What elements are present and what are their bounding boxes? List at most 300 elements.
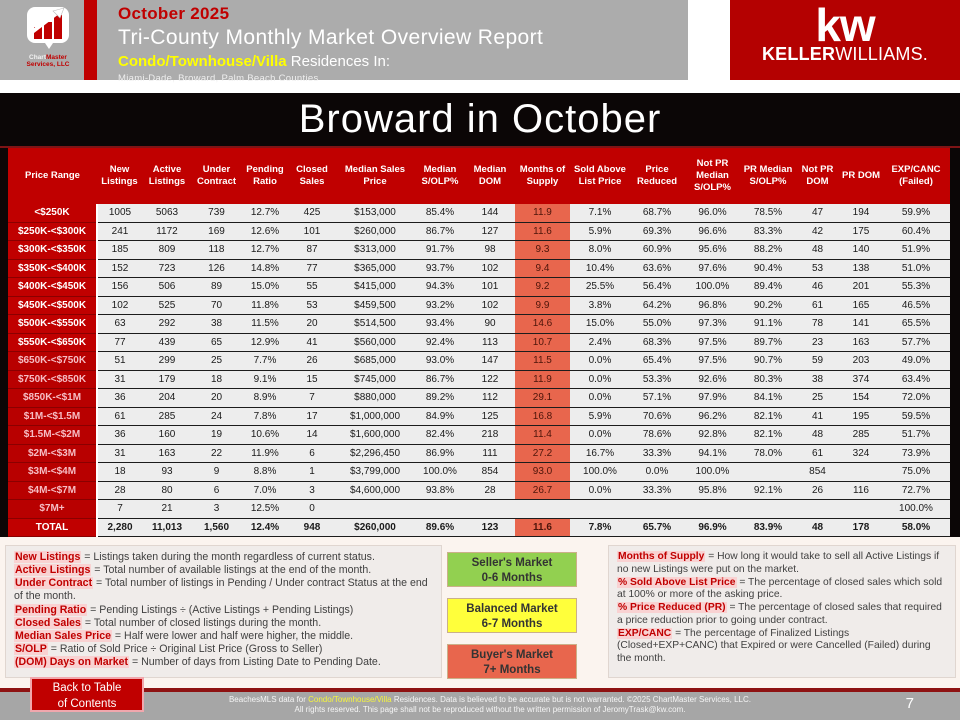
price-range-cell: $400K-<$450K (8, 278, 97, 297)
data-cell: 122 (465, 370, 515, 389)
price-range-cell: $350K-<$400K (8, 259, 97, 278)
data-cell: $4,600,000 (335, 481, 415, 500)
data-cell: 12.4% (241, 518, 289, 537)
data-cell: 65.5% (882, 315, 950, 334)
data-cell: 90 (465, 315, 515, 334)
data-cell: 93.0% (415, 352, 465, 371)
report-subtitle: Condo/Townhouse/Villa Residences In: (118, 53, 391, 70)
data-cell: 33.3% (630, 444, 684, 463)
data-cell: 60.4% (882, 222, 950, 241)
data-cell: 3 (192, 500, 241, 519)
data-cell (465, 500, 515, 519)
data-cell: 65.7% (630, 518, 684, 537)
legend-item: EXP/CANC = The percentage of Finalized Listings (Closed+EXP+CANC) that Expired or were Cancelled (Failed) during the month. (617, 627, 931, 665)
data-cell: 7 (289, 389, 335, 408)
data-cell: $313,000 (335, 241, 415, 260)
data-cell (741, 463, 795, 482)
column-header: Not PR DOM (795, 148, 840, 204)
data-cell: 9.4 (515, 259, 570, 278)
kw-monogram: kw (815, 0, 875, 51)
data-cell: 116 (840, 481, 882, 500)
price-range-cell: $7M+ (8, 500, 97, 519)
data-cell: 48 (795, 241, 840, 260)
legend-item: Median Sales Price = Half were lower and half were higher, the middle. (15, 629, 354, 642)
table-row (8, 296, 950, 315)
data-cell: 55 (289, 278, 335, 297)
data-cell: 61 (795, 296, 840, 315)
data-cell: 854 (795, 463, 840, 482)
price-range-cell: $2M-<$3M (8, 444, 97, 463)
data-cell: 22 (192, 444, 241, 463)
data-cell: 11.9% (241, 444, 289, 463)
data-cell: 100.0% (570, 463, 630, 482)
data-cell: 97.9% (684, 389, 741, 408)
column-header: PR Median S/OLP% (741, 148, 795, 204)
price-range-cell: $550K-<$650K (8, 333, 97, 352)
legend-item: Pending Ratio = Pending Listings ÷ (Active Listings + Pending Listings) (15, 603, 354, 616)
data-cell: 24 (192, 407, 241, 426)
column-header: Sold Above List Price (570, 148, 630, 204)
data-cell: 147 (465, 352, 515, 371)
data-cell: $880,000 (335, 389, 415, 408)
column-header: Under Contract (192, 148, 241, 204)
data-cell: 8.0% (570, 241, 630, 260)
data-cell (570, 500, 630, 519)
table-row (8, 204, 950, 222)
data-cell (415, 500, 465, 519)
data-cell: 90.7% (741, 352, 795, 371)
data-cell: 38 (192, 315, 241, 334)
data-cell: 96.2% (684, 407, 741, 426)
data-cell: 15.0% (241, 278, 289, 297)
data-cell: 89 (192, 278, 241, 297)
data-cell: 1005 (97, 204, 142, 222)
data-cell: 6 (192, 481, 241, 500)
data-cell: 9 (192, 463, 241, 482)
data-cell: 241 (97, 222, 142, 241)
data-cell: $745,000 (335, 370, 415, 389)
data-cell: $459,500 (335, 296, 415, 315)
data-cell: 12.6% (241, 222, 289, 241)
data-cell: 2.4% (570, 333, 630, 352)
data-cell: 55.3% (882, 278, 950, 297)
data-cell: 53 (289, 296, 335, 315)
column-header: Median S/OLP% (415, 148, 465, 204)
table-row (8, 241, 950, 260)
data-cell: 68.3% (630, 333, 684, 352)
data-cell: 56.4% (630, 278, 684, 297)
bar-chart-arrow-icon (23, 5, 73, 51)
data-cell: 185 (97, 241, 142, 260)
data-cell: 87 (289, 241, 335, 260)
data-cell: 89.4% (741, 278, 795, 297)
data-cell: 64.2% (630, 296, 684, 315)
data-cell: 49.0% (882, 352, 950, 371)
data-cell: 82.1% (741, 407, 795, 426)
price-range-cell: $650K-<$750K (8, 352, 97, 371)
data-cell: 68.7% (630, 204, 684, 222)
data-cell: 51 (97, 352, 142, 371)
data-cell: 285 (840, 426, 882, 445)
column-header: Median DOM (465, 148, 515, 204)
column-header: PR DOM (840, 148, 882, 204)
data-cell: 48 (795, 518, 840, 537)
page-number: 7 (905, 695, 914, 712)
data-cell: 9.3 (515, 241, 570, 260)
data-cell: 144 (465, 204, 515, 222)
data-cell: 218 (465, 426, 515, 445)
data-cell: 15 (289, 370, 335, 389)
counties-line: Miami-Dade, Broward, Palm Beach Counties (118, 73, 319, 84)
keller-williams-logo (730, 0, 960, 80)
table-row (8, 259, 950, 278)
data-cell: 154 (840, 389, 882, 408)
data-cell: 96.0% (684, 204, 741, 222)
data-cell: 9.9 (515, 296, 570, 315)
data-cell: 948 (289, 518, 335, 537)
data-cell: 0.0% (570, 370, 630, 389)
market-indicator-boxes (447, 552, 577, 679)
data-cell: 72.7% (882, 481, 950, 500)
data-cell: 78.0% (741, 444, 795, 463)
legend-item: Closed Sales = Total number of closed listings during the month. (15, 616, 322, 629)
data-cell: 57.1% (630, 389, 684, 408)
data-cell: 80.3% (741, 370, 795, 389)
data-cell: 165 (840, 296, 882, 315)
data-cell: 47 (795, 204, 840, 222)
data-cell: 194 (840, 204, 882, 222)
data-cell: $365,000 (335, 259, 415, 278)
data-cell: 92.1% (741, 481, 795, 500)
data-cell: 0.0% (570, 389, 630, 408)
data-cell: $2,296,450 (335, 444, 415, 463)
data-cell: 809 (142, 241, 192, 260)
data-cell: 11.5% (241, 315, 289, 334)
data-cell (795, 500, 840, 519)
data-cell: 12.5% (241, 500, 289, 519)
chartmaster-logo-text: ChartMaster Services, LLC (26, 54, 70, 69)
data-cell: $153,000 (335, 204, 415, 222)
data-cell: 93.8% (415, 481, 465, 500)
header-accent-stripe (84, 0, 97, 80)
property-type-highlight: Condo/Townhouse/Villa (118, 53, 287, 70)
data-cell (840, 463, 882, 482)
table-row (8, 278, 950, 297)
data-cell: 31 (97, 444, 142, 463)
data-cell: 20 (192, 389, 241, 408)
data-cell: 18 (97, 463, 142, 482)
disclaimer-property-type: Condo/Townhouse/Villa (308, 695, 392, 704)
kw-wordmark: KELLERWILLIAMS. (761, 44, 929, 64)
data-cell: 85.4% (415, 204, 465, 222)
data-cell: 93.0 (515, 463, 570, 482)
data-cell: 7.8% (241, 407, 289, 426)
data-cell (840, 500, 882, 519)
data-cell: 8.8% (241, 463, 289, 482)
data-cell: 8.9% (241, 389, 289, 408)
data-cell: 10.6% (241, 426, 289, 445)
data-cell: 92.8% (684, 426, 741, 445)
data-cell: 113 (465, 333, 515, 352)
table-row (8, 481, 950, 500)
data-cell: 14.8% (241, 259, 289, 278)
data-cell: 63.6% (630, 259, 684, 278)
data-cell: 17 (289, 407, 335, 426)
price-range-cell: $500K-<$550K (8, 315, 97, 334)
data-cell: 324 (840, 444, 882, 463)
data-cell: 141 (840, 315, 882, 334)
data-cell: 12.7% (241, 241, 289, 260)
back-to-table-of-contents-button[interactable] (30, 677, 144, 712)
data-cell: 95.6% (684, 241, 741, 260)
data-cell: 59.5% (882, 407, 950, 426)
data-cell: 100.0% (684, 463, 741, 482)
data-cell: 12.9% (241, 333, 289, 352)
data-cell: 51.9% (882, 241, 950, 260)
data-cell: 42 (795, 222, 840, 241)
data-cell: 88.2% (741, 241, 795, 260)
data-cell: 90.4% (741, 259, 795, 278)
data-cell: 7.7% (241, 352, 289, 371)
data-cell: 83.9% (741, 518, 795, 537)
data-cell: 26 (289, 352, 335, 371)
legend-item: % Price Reduced (PR) = The percentage of closed sales that required a price reduction prior to going under contract. (617, 602, 942, 626)
data-cell: 6 (289, 444, 335, 463)
data-cell: 78.6% (630, 426, 684, 445)
data-cell: 10.7 (515, 333, 570, 352)
data-cell: 11.5 (515, 352, 570, 371)
data-cell: 19 (192, 426, 241, 445)
data-cell: 65 (192, 333, 241, 352)
data-cell: 112 (465, 389, 515, 408)
table-row (8, 463, 950, 482)
data-cell: 90.2% (741, 296, 795, 315)
data-cell: 0.0% (570, 426, 630, 445)
legend-item: (DOM) Days on Market = Number of days from Listing Date to Pending Date. (15, 656, 381, 668)
data-cell: 36 (97, 426, 142, 445)
data-cell: 156 (97, 278, 142, 297)
legend-item: New Listings = Listings taken during the month regardless of current status. (15, 551, 375, 563)
data-cell: 11,013 (142, 518, 192, 537)
data-cell: 140 (840, 241, 882, 260)
data-cell: 98 (465, 241, 515, 260)
data-cell: 111 (465, 444, 515, 463)
data-cell: 72.0% (882, 389, 950, 408)
data-cell (684, 500, 741, 519)
data-cell: 152 (97, 259, 142, 278)
data-cell: 41 (795, 407, 840, 426)
data-cell: 63 (97, 315, 142, 334)
data-cell (515, 500, 570, 519)
data-cell: 11.4 (515, 426, 570, 445)
column-header: EXP/CANC (Failed) (882, 148, 950, 204)
data-cell: 175 (840, 222, 882, 241)
header-text-block (118, 4, 678, 84)
data-cell: 21 (142, 500, 192, 519)
price-range-cell: $300K-<$350K (8, 241, 97, 260)
table-row (8, 407, 950, 426)
column-header: Active Listings (142, 148, 192, 204)
data-cell: 101 (465, 278, 515, 297)
data-cell: 160 (142, 426, 192, 445)
data-cell: 89.7% (741, 333, 795, 352)
data-cell: 70.6% (630, 407, 684, 426)
data-cell: 163 (840, 333, 882, 352)
data-cell: 73.9% (882, 444, 950, 463)
data-cell: 78 (795, 315, 840, 334)
data-cell: 97.5% (684, 352, 741, 371)
data-cell: 102 (97, 296, 142, 315)
data-cell: 439 (142, 333, 192, 352)
table-row (8, 333, 950, 352)
market-indicator-buyer-s-market: Buyer's Market 7+ Months (447, 644, 577, 679)
table-row (8, 389, 950, 408)
data-cell: 75.0% (882, 463, 950, 482)
data-cell: 7.1% (570, 204, 630, 222)
data-cell: 97.5% (684, 333, 741, 352)
data-cell: 425 (289, 204, 335, 222)
data-cell: 96.6% (684, 222, 741, 241)
column-header: Closed Sales (289, 148, 335, 204)
data-cell: 374 (840, 370, 882, 389)
table-row (8, 444, 950, 463)
data-cell: 63.4% (882, 370, 950, 389)
data-cell: 285 (142, 407, 192, 426)
data-cell: 125 (465, 407, 515, 426)
data-cell: 77 (97, 333, 142, 352)
data-cell (741, 500, 795, 519)
data-cell: 28 (97, 481, 142, 500)
legend-item: Months of Supply = How long it would take to sell all Active Listings if no new Listings were put on the market. (617, 551, 940, 575)
data-cell: 61 (97, 407, 142, 426)
data-cell: 82.1% (741, 426, 795, 445)
data-cell: 91.1% (741, 315, 795, 334)
table-row (8, 370, 950, 389)
data-cell: 25.5% (570, 278, 630, 297)
data-cell: 61 (795, 444, 840, 463)
data-cell: 26 (795, 481, 840, 500)
legend-item: Active Listings = Total number of available listings at the end of the month. (15, 564, 372, 577)
data-cell: 95.8% (684, 481, 741, 500)
data-cell: $3,799,000 (335, 463, 415, 482)
data-cell: 78.5% (741, 204, 795, 222)
market-table (8, 148, 950, 537)
data-cell: 101 (289, 222, 335, 241)
data-cell: 26.7 (515, 481, 570, 500)
data-cell: 102 (465, 259, 515, 278)
data-cell: 94.1% (684, 444, 741, 463)
price-range-cell: <$250K (8, 204, 97, 222)
data-cell: 11.8% (241, 296, 289, 315)
data-cell: 25 (795, 389, 840, 408)
data-cell: 60.9% (630, 241, 684, 260)
table-header (8, 148, 950, 204)
data-cell: 29.1 (515, 389, 570, 408)
data-cell: 16.8 (515, 407, 570, 426)
data-cell: 1172 (142, 222, 192, 241)
data-cell: 23 (795, 333, 840, 352)
column-header: Price Range (8, 148, 97, 204)
price-range-cell: $4M-<$7M (8, 481, 97, 500)
data-cell: 3.8% (570, 296, 630, 315)
back-button-line2: of Contents (57, 697, 117, 710)
table-row (8, 500, 950, 519)
legend-left (5, 545, 442, 678)
data-cell: 33.3% (630, 481, 684, 500)
data-cell: 65.4% (630, 352, 684, 371)
data-cell: 96.9% (684, 518, 741, 537)
disclaimer: BeachesMLS data for Condo/Townhouse/Villa Residences. Data is believed to be accurate but is not warranted. ©2025 ChartMaster Services, LLC. All rights reserved. This page shall not be reproduced without the written permission of JeromyTrask@kw.com. (228, 695, 752, 715)
data-cell: 20 (289, 315, 335, 334)
price-range-cell: $750K-<$850K (8, 370, 97, 389)
data-cell: 525 (142, 296, 192, 315)
data-cell: 53 (795, 259, 840, 278)
data-cell: 93.2% (415, 296, 465, 315)
column-header: Not PR Median S/OLP% (684, 148, 741, 204)
data-cell: 15.0% (570, 315, 630, 334)
table-body (8, 204, 950, 537)
data-cell: 51.7% (882, 426, 950, 445)
data-cell: 3 (289, 481, 335, 500)
chartmaster-logo (20, 5, 76, 69)
price-range-cell: $3M-<$4M (8, 463, 97, 482)
data-cell: 92.4% (415, 333, 465, 352)
data-cell: 178 (840, 518, 882, 537)
legend-right (608, 545, 956, 678)
data-cell: 102 (465, 296, 515, 315)
data-cell: 5.9% (570, 407, 630, 426)
column-header: Price Reduced (630, 148, 684, 204)
data-cell: 59.9% (882, 204, 950, 222)
price-range-cell: TOTAL (8, 518, 97, 537)
column-header: Months of Supply (515, 148, 570, 204)
data-cell: 7.0% (241, 481, 289, 500)
data-cell: 18 (192, 370, 241, 389)
report-title: Tri-County Monthly Market Overview Report (118, 26, 544, 49)
data-cell: 0.0% (570, 352, 630, 371)
data-cell: 97.6% (684, 259, 741, 278)
data-cell: 46 (795, 278, 840, 297)
data-cell: 0.0% (570, 481, 630, 500)
column-header: Pending Ratio (241, 148, 289, 204)
data-cell: 100.0% (882, 500, 950, 519)
data-cell: 11.9 (515, 204, 570, 222)
table-row (8, 315, 950, 334)
data-cell: 82.4% (415, 426, 465, 445)
data-cell: 100.0% (415, 463, 465, 482)
column-header: New Listings (97, 148, 142, 204)
data-cell: 195 (840, 407, 882, 426)
data-cell: 92.6% (684, 370, 741, 389)
column-header: Median Sales Price (335, 148, 415, 204)
data-cell: 11.6 (515, 222, 570, 241)
market-indicator-seller-s-market: Seller's Market 0-6 Months (447, 552, 577, 587)
table-row (8, 352, 950, 371)
data-cell: 84.9% (415, 407, 465, 426)
data-cell: 5063 (142, 204, 192, 222)
data-cell: 0 (289, 500, 335, 519)
data-cell: 89.2% (415, 389, 465, 408)
data-cell: $514,500 (335, 315, 415, 334)
footer-bar (0, 692, 960, 720)
data-cell: 38 (795, 370, 840, 389)
data-cell: 179 (142, 370, 192, 389)
data-cell: 10.4% (570, 259, 630, 278)
data-cell: 100.0% (684, 278, 741, 297)
data-cell: 723 (142, 259, 192, 278)
data-cell: 25 (192, 352, 241, 371)
data-cell: 12.7% (241, 204, 289, 222)
